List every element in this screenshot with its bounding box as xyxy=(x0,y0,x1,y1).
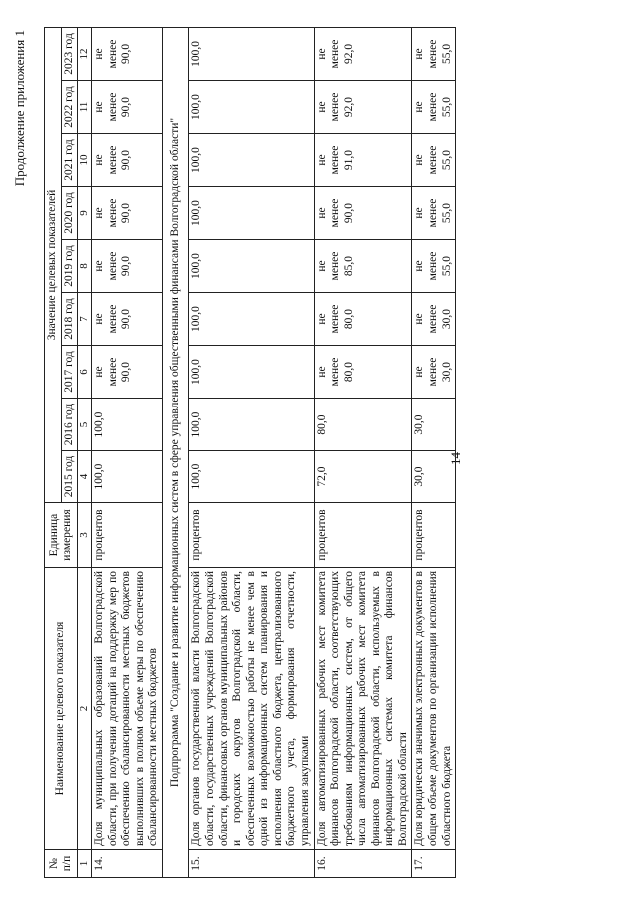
value-cell: 100,0 xyxy=(189,134,314,187)
value-cell: не менее 85,0 xyxy=(314,240,412,293)
table-row xyxy=(92,27,163,877)
value-cell: не менее 55,0 xyxy=(412,81,456,134)
indicator-name: Доля органов государственной власти Волгоградской области, государственных учреждений Волгоградской области, финансовых органов муниципальных районов и городских округов Волгоградской области, обеспеченных возможностью работы не менее чем в одной из информационных систем планирования и исполнения областного бюджета, централизованного бюджетного учета, формирования отчетности, управления закупками xyxy=(189,568,314,850)
index-row xyxy=(78,27,92,877)
header-year: 2020 год xyxy=(61,187,78,240)
table-row xyxy=(314,27,412,877)
value-cell: не менее 90,0 xyxy=(92,346,163,399)
column-index: 10 xyxy=(78,134,92,187)
value-cell: не менее 55,0 xyxy=(412,187,456,240)
column-index: 8 xyxy=(78,240,92,293)
value-cell: 100,0 xyxy=(189,451,314,503)
value-cell: 100,0 xyxy=(189,293,314,346)
column-index: 12 xyxy=(78,27,92,80)
value-cell: 100,0 xyxy=(189,81,314,134)
value-cell: 100,0 xyxy=(189,27,314,80)
value-cell: не менее 90,0 xyxy=(92,240,163,293)
header-year: 2023 год xyxy=(61,27,78,80)
column-index: 5 xyxy=(78,399,92,451)
unit: процентов xyxy=(314,503,412,568)
value-cell: не менее 30,0 xyxy=(412,346,456,399)
table-row xyxy=(412,27,456,877)
header-unit: Единица измерения xyxy=(45,503,78,568)
value-cell: не менее 30,0 xyxy=(412,293,456,346)
header-year: 2015 год xyxy=(61,451,78,503)
value-cell: не менее 90,0 xyxy=(92,134,163,187)
header-num: № п/п xyxy=(45,850,78,878)
value-cell: не менее 92,0 xyxy=(314,27,412,80)
value-cell: 72,0 xyxy=(314,451,412,503)
row-num: 14. xyxy=(92,850,163,878)
value-cell: не менее 90,0 xyxy=(92,81,163,134)
column-index: 11 xyxy=(78,81,92,134)
value-cell: не менее 55,0 xyxy=(412,134,456,187)
column-index: 4 xyxy=(78,451,92,503)
value-cell: не менее 90,0 xyxy=(92,187,163,240)
column-index: 2 xyxy=(78,568,92,850)
value-cell: 100,0 xyxy=(92,399,163,451)
row-num: 15. xyxy=(189,850,314,878)
subprogram-row xyxy=(162,27,189,877)
value-cell: 100,0 xyxy=(189,399,314,451)
unit: процентов xyxy=(412,503,456,568)
column-index: 3 xyxy=(78,503,92,568)
indicators-table xyxy=(44,27,456,878)
value-cell: не менее 80,0 xyxy=(314,346,412,399)
value-cell: 100,0 xyxy=(92,451,163,503)
column-index: 7 xyxy=(78,293,92,346)
value-cell: не менее 80,0 xyxy=(314,293,412,346)
header-row-1 xyxy=(45,27,62,877)
value-cell: 100,0 xyxy=(189,240,314,293)
value-cell: 80,0 xyxy=(314,399,412,451)
header-year: 2016 год xyxy=(61,399,78,451)
value-cell: 30,0 xyxy=(412,451,456,503)
value-cell: 100,0 xyxy=(189,187,314,240)
value-cell: 100,0 xyxy=(189,346,314,399)
indicator-name: Доля юридически значимых электронных документов в общем объеме документов по организации исполнения областного бюджета xyxy=(412,568,456,850)
row-num: 16. xyxy=(314,850,412,878)
value-cell: не менее 55,0 xyxy=(412,240,456,293)
header-year: 2019 год xyxy=(61,240,78,293)
column-index: 6 xyxy=(78,346,92,399)
table-row xyxy=(189,27,314,877)
indicator-name: Доля автоматизированных рабочих мест комитета финансов Волгоградской области, соответствующих требованиям информационных систем, от общего числа автоматизированных рабочих мест комитета финансов Волгоградской области, используемых в информационных системах комитета финансов Волгоградской области xyxy=(314,568,412,850)
page-number: 14 xyxy=(448,452,463,465)
value-cell: не менее 90,0 xyxy=(314,187,412,240)
value-cell: 30,0 xyxy=(412,399,456,451)
header-year: 2017 год xyxy=(61,346,78,399)
header-values: Значение целевых показателей xyxy=(45,27,62,502)
value-cell: не менее 90,0 xyxy=(92,293,163,346)
table-body xyxy=(92,27,456,877)
indicator-name: Доля муниципальных образований Волгоградской области, при получении дотаций на поддержку мер по обеспечению сбалансированности местных бюджетов выполнивших в полном объеме меры по обеспечению сбалансированности местных бюджетов xyxy=(92,568,163,850)
unit: процентов xyxy=(189,503,314,568)
value-cell: не менее 90,0 xyxy=(92,27,163,80)
value-cell: не менее 91,0 xyxy=(314,134,412,187)
continuation-label: Продолжение приложения 1 xyxy=(12,30,27,187)
value-cell: не менее 55,0 xyxy=(412,27,456,80)
row-num: 17. xyxy=(412,850,456,878)
header-year: 2021 год xyxy=(61,134,78,187)
header-name: Наименование целевого показателя xyxy=(45,568,78,850)
subprogram-title: Подпрограмма "Создание и развитие информационных систем в сфере управления общественными финансами Волгоградской области" xyxy=(162,27,189,877)
header-year: 2018 год xyxy=(61,293,78,346)
column-index: 9 xyxy=(78,187,92,240)
column-index: 1 xyxy=(78,850,92,878)
unit: процентов xyxy=(92,503,163,568)
value-cell: не менее 92,0 xyxy=(314,81,412,134)
header-year: 2022 год xyxy=(61,81,78,134)
